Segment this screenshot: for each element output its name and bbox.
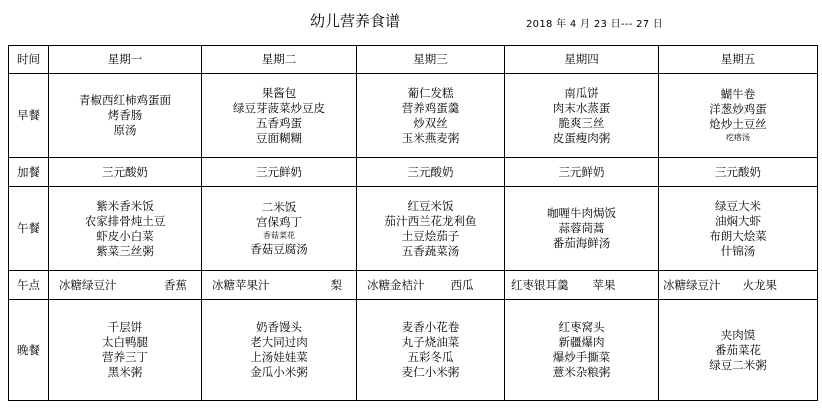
snack-pair xyxy=(357,278,504,293)
breakfast-tuesday xyxy=(202,74,357,158)
afternoon-snack-thursday xyxy=(505,271,659,300)
menu-item: 营养三丁 xyxy=(102,350,148,364)
dinner-row xyxy=(9,300,818,401)
menu-item: 洋葱炒鸡蛋 xyxy=(709,102,767,116)
menu-item: 红豆米饭 xyxy=(407,198,454,213)
menu-item: 千层饼 xyxy=(107,320,143,334)
drink-item: 冰糖绿豆汁 xyxy=(663,277,721,292)
fruit-item: 火龙果 xyxy=(742,277,777,292)
menu-item: 香菇菜花 xyxy=(263,231,295,240)
menu-item: 炝炒土豆丝 xyxy=(709,117,767,131)
menu-item: 宫保鸡丁 xyxy=(256,215,302,229)
header-time: 时间 xyxy=(9,46,49,74)
menu-item: 油焖大虾 xyxy=(715,213,761,228)
menu-item: 麦香小花卷 xyxy=(401,320,460,334)
menu-item: 番茄菜花 xyxy=(715,342,761,357)
menu-item: 绿豆二米粥 xyxy=(709,357,767,372)
menu-item: 爆炒手撕菜 xyxy=(552,350,611,364)
breakfast-row xyxy=(9,74,818,158)
menu-item: 豆面糊糊 xyxy=(256,130,302,145)
header-tuesday: 星期二 xyxy=(202,46,357,74)
menu-item: 五彩冬瓜 xyxy=(407,350,454,364)
menu-item: 丸子烧油菜 xyxy=(401,335,460,349)
lunch-monday xyxy=(49,187,202,271)
lunch-wednesday xyxy=(357,187,505,271)
menu-item: 麦仁小米粥 xyxy=(401,365,460,379)
menu-item: 皮蛋瘦肉粥 xyxy=(552,130,611,145)
menu-item: 农家排骨炖土豆 xyxy=(84,213,166,228)
menu-item: 脆爽三丝 xyxy=(558,115,605,130)
snack-pair xyxy=(659,278,817,293)
dinner-tuesday xyxy=(202,300,357,401)
menu-item: 夹肉馍 xyxy=(720,327,756,342)
drink-item: 冰糖苹果汁 xyxy=(212,277,270,292)
menu-item: 青椒西红柿鸡蛋面 xyxy=(79,93,171,107)
snack-pair xyxy=(505,278,658,293)
row-label-breakfast: 早餐 xyxy=(9,74,49,158)
menu-item: 烤香肠 xyxy=(107,108,143,122)
menu-item: 布朗大烩菜 xyxy=(709,228,767,243)
header-wednesday: 星期三 xyxy=(357,46,505,74)
drink-item: 冰糖绿豆汁 xyxy=(59,277,117,292)
menu-item: 二米饭 xyxy=(261,200,297,214)
snack-monday: 三元酸奶 xyxy=(49,158,202,187)
drink-item: 红枣银耳羹 xyxy=(511,277,569,292)
menu-item: 茄汁西兰花龙利鱼 xyxy=(384,213,477,228)
snack-friday: 三元酸奶 xyxy=(659,158,818,187)
menu-item: 营养鸡蛋羹 xyxy=(401,100,460,115)
page-title: 幼儿营养食谱 xyxy=(310,12,401,30)
menu-item: 果酱包 xyxy=(261,85,297,100)
row-label-snack: 加餐 xyxy=(9,158,49,187)
afternoon-snack-row xyxy=(9,271,818,300)
lunch-thursday xyxy=(505,187,659,271)
menu-item: 原汤 xyxy=(113,123,137,137)
menu-item: 葡仁发糕 xyxy=(407,85,454,100)
menu-item: 绿豆芽菠菜炒豆皮 xyxy=(233,100,325,115)
row-label-afternoon-snack: 午点 xyxy=(9,271,49,300)
fruit-item: 西瓜 xyxy=(450,277,474,292)
dinner-thursday xyxy=(505,300,659,401)
menu-item: 蒜蓉茼蒿 xyxy=(558,221,605,235)
fruit-item: 苹果 xyxy=(592,277,616,292)
afternoon-snack-friday xyxy=(659,271,818,300)
afternoon-snack-tuesday xyxy=(202,271,357,300)
snack-pair xyxy=(49,278,201,293)
afternoon-snack-wednesday xyxy=(357,271,505,300)
menu-item: 疙瘩汤 xyxy=(726,133,750,142)
menu-item: 薏米杂粮粥 xyxy=(552,365,611,379)
menu-item: 玉米燕麦粥 xyxy=(401,130,460,145)
menu-item: 奶香馒头 xyxy=(256,320,302,334)
breakfast-monday xyxy=(49,74,202,158)
dinner-friday xyxy=(659,300,818,401)
breakfast-wednesday xyxy=(357,74,505,158)
menu-item: 炒双丝 xyxy=(413,115,448,130)
menu-item: 肉末水蒸蛋 xyxy=(552,100,611,115)
menu-item: 五香鸡蛋 xyxy=(256,115,302,130)
menu-item: 咖喱牛肉焗饭 xyxy=(547,206,616,220)
menu-item: 黑米粥 xyxy=(107,365,143,379)
dinner-wednesday xyxy=(357,300,505,401)
snack-thursday: 三元鲜奶 xyxy=(505,158,659,187)
snack-tuesday: 三元鲜奶 xyxy=(202,158,357,187)
drink-item: 冰糖金桔汁 xyxy=(367,277,425,292)
date-range: 2018 年 4 月 23 日--- 27 日 xyxy=(526,19,664,30)
menu-item: 虾皮小白菜 xyxy=(96,228,154,243)
menu-item: 老大同过肉 xyxy=(250,335,308,349)
menu-item: 红枣窝头 xyxy=(558,320,605,334)
fruit-item: 香蕉 xyxy=(164,277,187,292)
header-monday: 星期一 xyxy=(49,46,202,74)
snack-row xyxy=(9,158,818,187)
dinner-monday xyxy=(49,300,202,401)
header-row xyxy=(9,46,818,74)
fruit-item: 梨 xyxy=(330,277,342,292)
lunch-friday xyxy=(659,187,818,271)
afternoon-snack-monday xyxy=(49,271,202,300)
row-label-lunch: 午餐 xyxy=(9,187,49,271)
menu-item: 五香蔬菜汤 xyxy=(401,243,460,258)
menu-item: 绿豆大米 xyxy=(715,198,761,213)
lunch-tuesday xyxy=(202,187,357,271)
menu-item: 太白鸭腿 xyxy=(102,335,148,349)
menu-item: 紫菜三丝粥 xyxy=(96,243,154,258)
snack-pair xyxy=(202,278,356,293)
menu-item: 什锦汤 xyxy=(720,243,756,258)
lunch-row xyxy=(9,187,818,271)
menu-item: 土豆烩茄子 xyxy=(401,228,460,243)
menu-item: 金瓜小米粥 xyxy=(250,365,308,379)
breakfast-friday xyxy=(659,74,818,158)
header-thursday: 星期四 xyxy=(505,46,659,74)
menu-item: 南瓜饼 xyxy=(564,85,599,100)
header-friday: 星期五 xyxy=(659,46,818,74)
snack-wednesday: 三元酸奶 xyxy=(357,158,505,187)
breakfast-thursday xyxy=(505,74,659,158)
menu-item: 蝴牛卷 xyxy=(720,87,756,101)
menu-item: 香菇豆腐汤 xyxy=(250,242,308,256)
menu-item: 番茄海鲜汤 xyxy=(552,236,611,250)
row-label-dinner: 晚餐 xyxy=(9,300,49,401)
menu-table xyxy=(8,45,818,401)
menu-item: 紫米香米饭 xyxy=(96,198,154,213)
menu-item: 上汤娃娃菜 xyxy=(250,350,308,364)
menu-item: 新疆爆肉 xyxy=(558,335,605,349)
